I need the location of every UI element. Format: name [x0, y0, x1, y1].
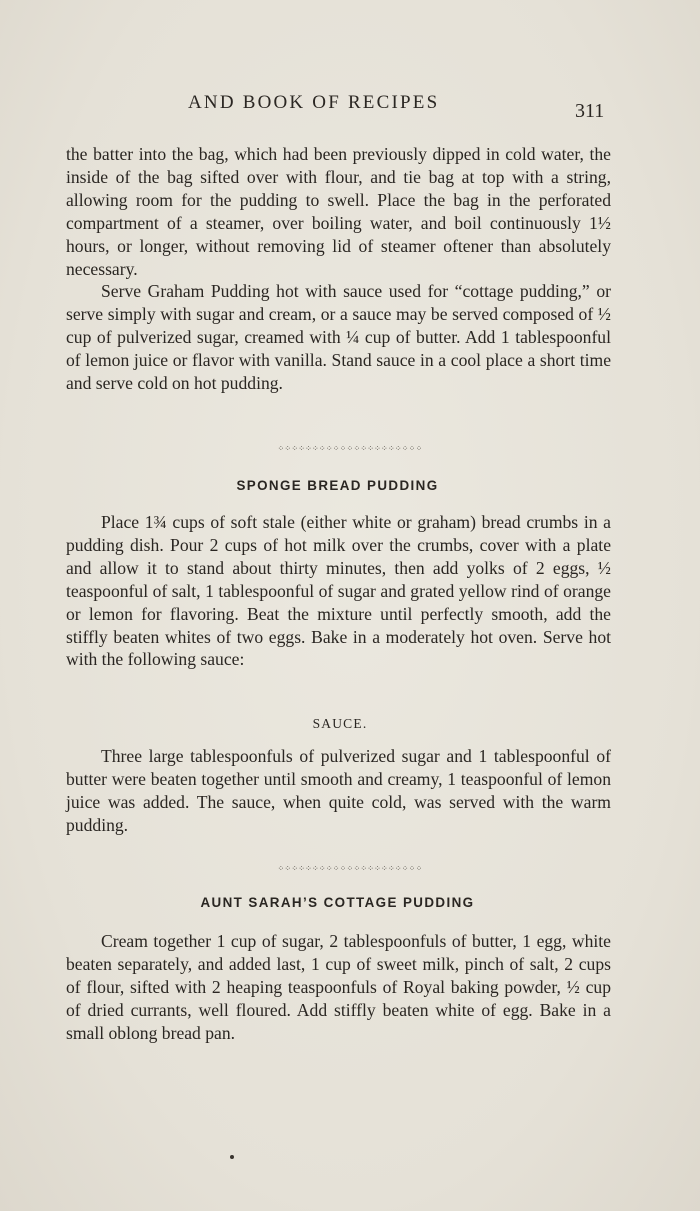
sauce-paragraph: Three large tablespoonfuls of pulverized sugar and 1 tablespoonful of butter were beaten together until smooth and creamy, 1 teaspoonful of lemon juice was added. The sauce, when quite cold, was served with the warm pudding.	[66, 746, 611, 835]
graham-pudding-continuation	[66, 143, 611, 395]
serving-paragraph: Serve Graham Pudding hot with sauce used for “cottage pudding,” or serve simply with sugar and cream, or a sauce may be served composed of ½ cup of pulverized sugar, creamed with ¼ cup of butter. Add 1 tablespoonful of lemon juice or flavor with vanilla. Stand sauce in a cool place a short time and serve cold on hot pudding.	[66, 281, 611, 394]
section-ornament: ⁘⁘⁘⁘⁘⁘⁘⁘⁘⁘⁘⁘⁘⁘⁘⁘⁘⁘⁘⁘⁘	[277, 864, 423, 873]
recipe-title: AUNT SARAH’S COTTAGE PUDDING	[200, 895, 475, 910]
recipe-title: SPONGE BREAD PUDDING	[236, 478, 439, 493]
page-number: 311	[575, 100, 605, 122]
sauce-body	[66, 745, 611, 837]
paper-speck	[230, 1155, 234, 1159]
recipe-paragraph: Cream together 1 cup of sugar, 2 tablespoonfuls of butter, 1 egg, white beaten separately, and added last, 1 cup of sweet milk, pinch of salt, 2 cups of flour, sifted with 2 heaping teaspoonfuls of Royal baking powder, ½ cup of dried currants, well floured. Add stiffly beaten white of egg. Bake in a small oblong bread pan.	[66, 931, 611, 1043]
continuation-paragraph: the batter into the bag, which had been previously dipped in cold water, the inside of the bag sifted over with flour, and tie bag at top with a string, allowing room for the pudding to swell. Place the bag in the perforated compartment of a steamer, over boiling water, and boil continuously 1½ hours, or longer, without removing lid of steamer oftener than absolutely necessary.	[66, 144, 611, 279]
cottage-pudding-body	[66, 930, 611, 1045]
sponge-pudding-body	[66, 511, 611, 671]
running-head: AND BOOK OF RECIPES	[188, 92, 440, 113]
sauce-subheading: SAUCE.	[312, 716, 368, 731]
recipe-paragraph: Place 1¾ cups of soft stale (either white or graham) bread crumbs in a pudding dish. Pour 2 cups of hot milk over the crumbs, cover with a plate and allow it to stand about thirty minutes, then add yolks of 2 eggs, ½ teaspoonful of salt, 1 tablespoonful of sugar and grated yellow rind of orange or lemon for flavoring. Beat the mixture until perfectly smooth, add the stiffly beaten whites of two eggs. Bake in a moderately hot oven. Serve hot with the following sauce:	[66, 512, 611, 670]
section-ornament: ⁘⁘⁘⁘⁘⁘⁘⁘⁘⁘⁘⁘⁘⁘⁘⁘⁘⁘⁘⁘⁘	[277, 444, 423, 453]
